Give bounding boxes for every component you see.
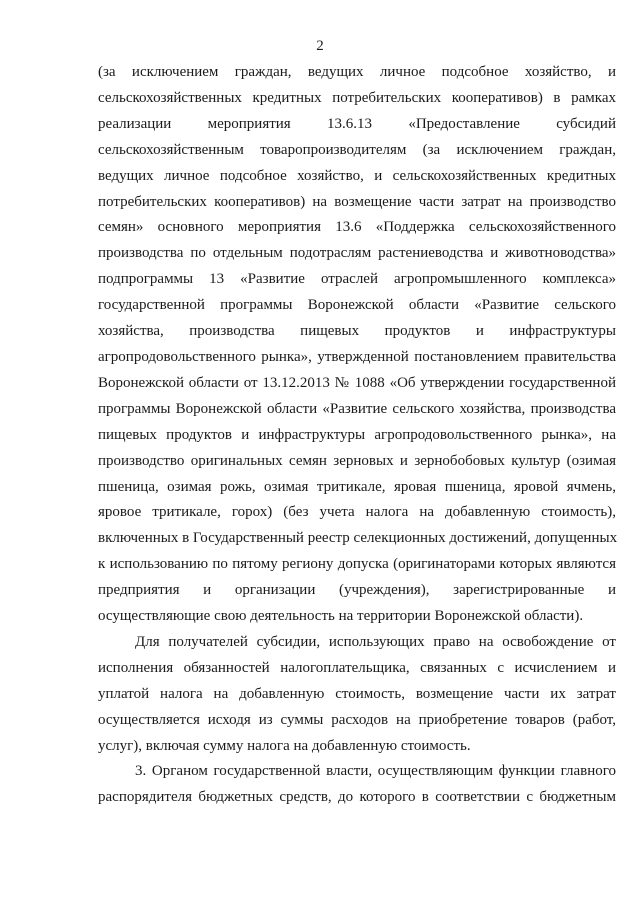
text-line: потребительских кооперативов) на возмещение части затрат на производство: [98, 193, 616, 210]
text-line: хозяйства, производства пищевых продуктов и инфраструктуры: [98, 323, 616, 340]
text-line: распорядителя бюджетных средств, до которого в соответствии с бюджетным: [98, 789, 616, 806]
text-line: реализации мероприятия 13.6.13 «Предоставление субсидий: [98, 115, 616, 132]
text-line: сельскохозяйственных кредитных потребительских кооперативов) в рамках: [98, 89, 616, 106]
text-line: осуществляющие свою деятельность на территории Воронежской области).: [98, 608, 584, 625]
text-line: пшеница, озимая рожь, озимая тритикале, яровая пшеница, яровой ячмень,: [98, 478, 616, 495]
text-line: семян» основного мероприятия 13.6 «Поддержка сельскохозяйственного: [98, 219, 616, 236]
text-line: программы Воронежской области «Развитие сельского хозяйства, производства: [98, 400, 616, 417]
text-line: (за исключением граждан, ведущих личное подсобное хозяйство, и: [98, 64, 616, 80]
page-number: 2: [316, 38, 324, 54]
text-line: яровое тритикале, горох) (без учета налога на добавленную стоимость),: [98, 504, 616, 521]
text-line: сельскохозяйственным товаропроизводителям (за исключением граждан,: [98, 141, 616, 158]
text-line: государственной программы Воронежской области «Развитие сельского: [98, 297, 616, 314]
text-line: подпрограммы 13 «Развитие отраслей агропромышленного комплекса»: [98, 271, 616, 288]
text-line: 3. Органом государственной власти, осуществляющим функции главного: [135, 763, 616, 780]
text-line: осуществляется исходя из суммы расходов на приобретение товаров (работ,: [98, 711, 616, 728]
text-line: производства по отдельным подотраслям растениеводства и животноводства»: [98, 245, 616, 262]
text-line: исполнения обязанностей налогоплательщика, связанных с исчислением и: [98, 659, 616, 676]
text-line: к использованию по пятому региону допуска (оригинаторами которых являются: [98, 556, 616, 573]
text-line: ведущих личное подсобное хозяйство, и сельскохозяйственных кредитных: [98, 167, 616, 184]
text-line: услуг), включая сумму налога на добавленную стоимость.: [98, 737, 471, 754]
text-line: предприятия и организации (учреждения), зарегистрированные и: [98, 582, 616, 599]
document-body: [98, 60, 616, 811]
text-line: производство оригинальных семян зерновых и зернобобовых культур (озимая: [98, 452, 616, 469]
text-line: уплатой налога на добавленную стоимость, возмещение части их затрат: [98, 685, 616, 702]
text-line: Воронежской области от 13.12.2013 № 1088 «Об утверждении государственной: [98, 374, 616, 391]
text-line: агропродовольственного рынка», утвержденной постановлением правительства: [98, 348, 616, 365]
text-line: включенных в Государственный реестр селекционных достижений, допущенных: [98, 530, 618, 547]
text-line: Для получателей субсидии, использующих право на освобождение от: [135, 633, 616, 650]
text-line: пищевых продуктов и инфраструктуры агропродовольственного рынка», на: [98, 426, 616, 443]
